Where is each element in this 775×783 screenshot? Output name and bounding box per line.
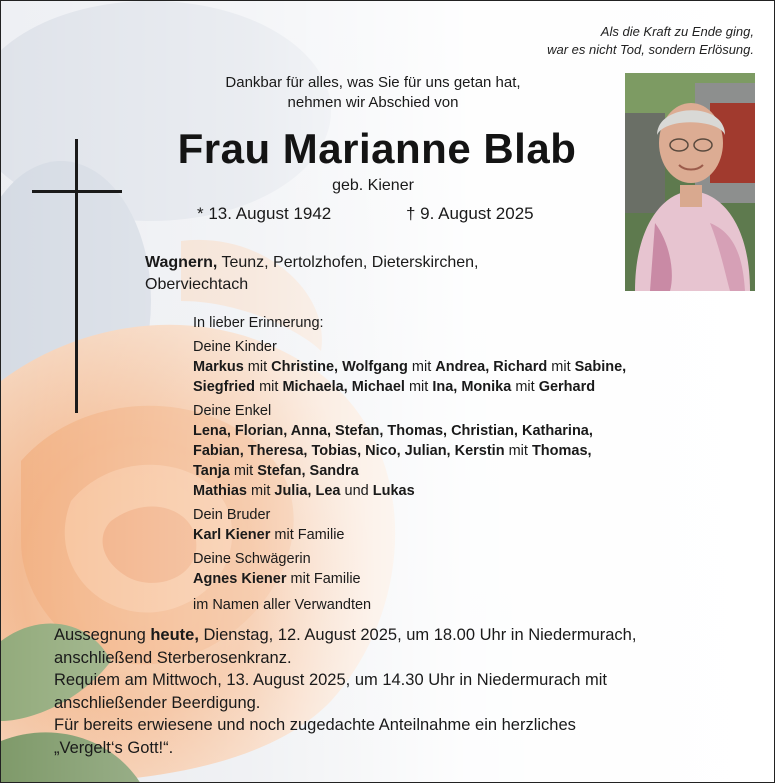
service-line-1 (54, 624, 754, 647)
memory-names-line (193, 481, 753, 501)
connector-text: mit (407, 359, 436, 375)
memory-group (193, 549, 753, 589)
memory-heading: In lieber Erinnerung: (193, 315, 324, 331)
maiden-name: geb. Kiener (332, 177, 414, 194)
deceased-name: Frau Marianne Blab (177, 125, 577, 172)
memory-names-line (193, 569, 753, 589)
relative-name: Gerhard (538, 379, 596, 395)
relative-name: Agnes Kiener (193, 571, 287, 587)
connector-text: mit (255, 379, 283, 395)
memory-section (193, 313, 753, 615)
relative-name: Michaela, Michael (282, 379, 405, 395)
cross-icon-vertical (75, 139, 78, 413)
relative-name: Fabian, Theresa, Tobias, Nico, Julian, Kerstin (193, 443, 505, 459)
memory-names-line (193, 461, 753, 481)
birth-date: * 13. August 1942 (197, 204, 332, 223)
relative-name: Christine, Wolfgang (271, 359, 408, 375)
memory-names-line (193, 377, 753, 397)
relative-name: Stefan, Sandra (257, 463, 359, 479)
death-date: † 9. August 2025 (406, 204, 534, 223)
connector-text: mit (504, 443, 532, 459)
places-rest: Teunz, Pertolzhofen, Dieterskirchen, (217, 254, 479, 271)
connector-text: mit Familie (286, 571, 361, 587)
memory-names-line (193, 525, 753, 545)
relative-name: Lukas (372, 483, 415, 499)
service-line-3: Requiem am Mittwoch, 13. August 2025, um 14.30 Uhr in Niedermurach mit (54, 671, 608, 689)
service-line-4: anschließender Beerdigung. (54, 693, 261, 712)
connector-text: und (340, 483, 373, 499)
memory-names-line (193, 421, 753, 441)
memory-group-label: Deine Kinder (193, 339, 277, 355)
places (145, 252, 605, 296)
connector-text: mit (243, 359, 272, 375)
service-info (54, 624, 754, 759)
relative-name: Tanja (193, 463, 230, 479)
relative-name: Julia, Lea (274, 483, 341, 499)
connector-text: mit Familie (270, 527, 345, 543)
places-line-2: Oberviechtach (145, 276, 249, 293)
memory-closing: im Namen aller Verwandten (193, 597, 372, 613)
service-line-2: anschließend Sterberosenkranz. (54, 648, 292, 667)
intro-text (153, 73, 593, 113)
intro-line-1: Dankbar für alles, was Sie für uns getan hat, (225, 74, 521, 91)
cross-icon-horizontal (32, 190, 122, 193)
memory-group (193, 337, 753, 397)
connector-text: mit (247, 483, 275, 499)
service-line-1-bold: heute, (150, 626, 199, 644)
quote-line-1: Als die Kraft zu Ende ging, (600, 24, 754, 39)
memory-group (193, 401, 753, 501)
relative-name: Andrea, Richard (435, 359, 548, 375)
relative-name: Lena, Florian, Anna, Stefan, Thomas, Christian, Katharina, (193, 423, 593, 439)
quote-line-2: war es nicht Tod, sondern Erlösung. (547, 42, 754, 57)
connector-text: mit (229, 463, 258, 479)
connector-text: mit (547, 359, 575, 375)
intro-line-2: nehmen wir Abschied von (287, 94, 459, 111)
memory-names-line (193, 357, 753, 377)
relative-name: Mathias (193, 483, 247, 499)
service-line-1-post: Dienstag, 12. August 2025, um 18.00 Uhr in Niedermurach, (198, 626, 637, 644)
relative-name: Thomas, (531, 443, 592, 459)
relative-name: Siegfried (193, 379, 256, 395)
relative-name: Sabine, (574, 359, 627, 375)
memory-names-line (193, 441, 753, 461)
places-bold: Wagnern, (145, 254, 218, 271)
service-line-5: Für bereits erwiesene und noch zugedachte Anteilnahme ein herzliches (54, 716, 576, 734)
service-line-6: „Vergelt‘s Gott!“. (54, 738, 174, 757)
relative-name: Markus (193, 359, 244, 375)
memory-group-label: Deine Enkel (193, 403, 272, 419)
quote (547, 23, 754, 59)
connector-text: mit (511, 379, 539, 395)
service-line-1-pre: Aussegnung (54, 626, 151, 644)
portrait-photo (625, 73, 755, 291)
relative-name: Karl Kiener (193, 527, 271, 543)
memory-groups (193, 337, 753, 589)
memory-group-label: Deine Schwägerin (193, 551, 311, 567)
connector-text: mit (404, 379, 433, 395)
memory-group (193, 505, 753, 545)
relative-name: Ina, Monika (432, 379, 512, 395)
memory-group-label: Dein Bruder (193, 507, 271, 523)
